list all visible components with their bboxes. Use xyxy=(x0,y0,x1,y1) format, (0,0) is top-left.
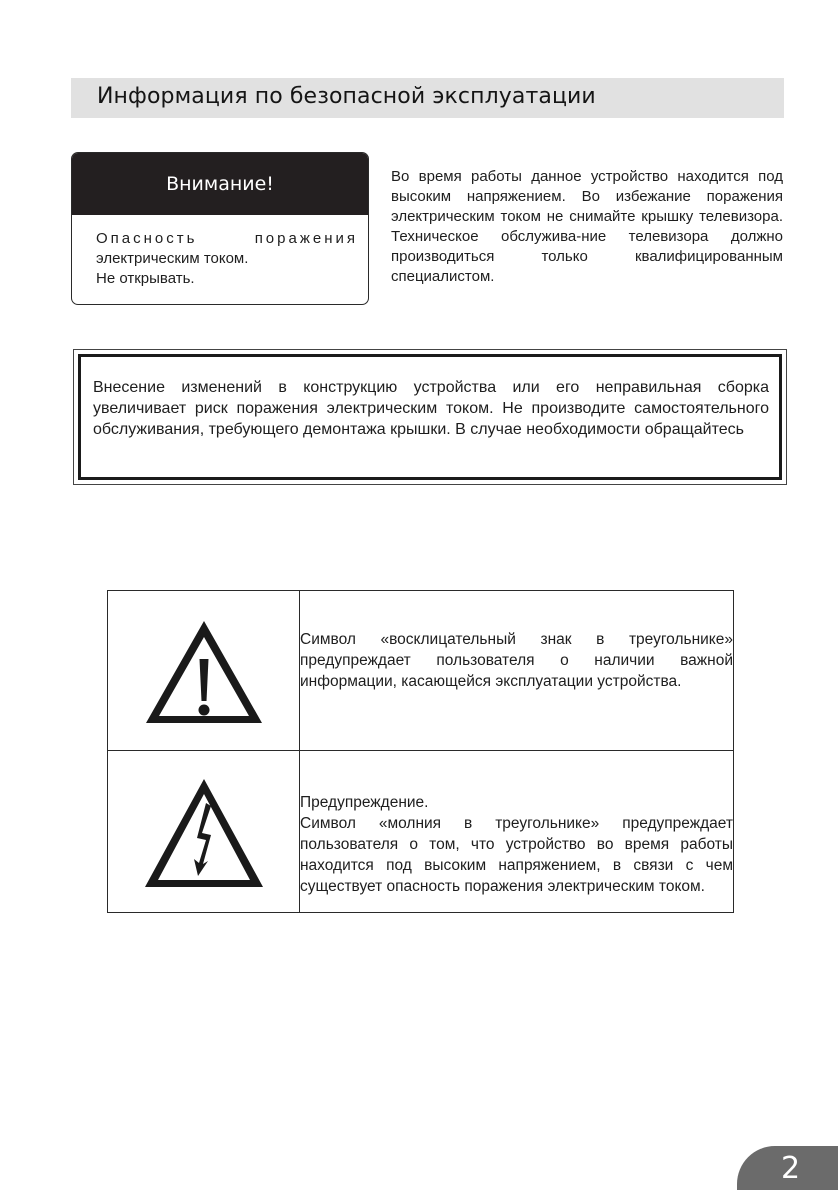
caution-line-2: электрическим током. xyxy=(96,250,249,267)
symbol-description-cell xyxy=(300,591,734,751)
exclamation-triangle-icon xyxy=(140,613,268,731)
caution-heading: Внимание! xyxy=(72,153,368,215)
caution-note: Во время работы данное устройство находится под высоким напряжением. Во избежание поражения электрическим током не снимайте крышку телевизора. Техническое обслужива-ние телевизора должно производиться только квалифицированным специалистом. xyxy=(391,168,783,285)
symbol-icon-cell xyxy=(108,750,300,912)
caution-line-1 xyxy=(96,229,358,249)
caution-box xyxy=(71,152,369,305)
page-number-tab xyxy=(737,1146,838,1190)
page-number: 2 xyxy=(781,1151,801,1186)
symbol-row-lightning xyxy=(108,750,734,912)
symbol-description-title: Предупреждение. xyxy=(300,793,429,811)
section-title: Информация по безопасной эксплуатации xyxy=(97,84,596,109)
symbol-icon-cell xyxy=(108,591,300,751)
symbols-table xyxy=(107,590,734,913)
caution-word-2: поражения xyxy=(254,230,358,247)
caution-line-3: Не открывать. xyxy=(96,270,195,287)
framed-warning-text: Внесение изменений в конструкцию устройства или его неправильная сборка увеличивает риск поражения электрическим током. Не производите самостоятельного обслуживания, требующего демонтажа крышки. В случае необходимости обращайтесь xyxy=(78,354,782,480)
caution-word-1: Опасность xyxy=(96,230,198,247)
caution-body xyxy=(72,215,368,289)
symbol-description: Символ «восклицательный знак в треугольнике» предупреждает пользователя о наличии важной информации, касающейся эксплуатации устройства. xyxy=(300,631,733,690)
symbol-row-exclamation xyxy=(108,591,734,751)
lightning-triangle-icon xyxy=(140,771,268,893)
framed-warning xyxy=(73,349,787,485)
symbol-description-cell xyxy=(300,750,734,912)
symbol-description: Символ «молния в треугольнике» предупреждает пользователя о том, что устройство во время работы находится под высоким напряжением, в связи с чем существует опасность поражения электрическим током. xyxy=(300,814,733,895)
section-header xyxy=(71,78,784,118)
